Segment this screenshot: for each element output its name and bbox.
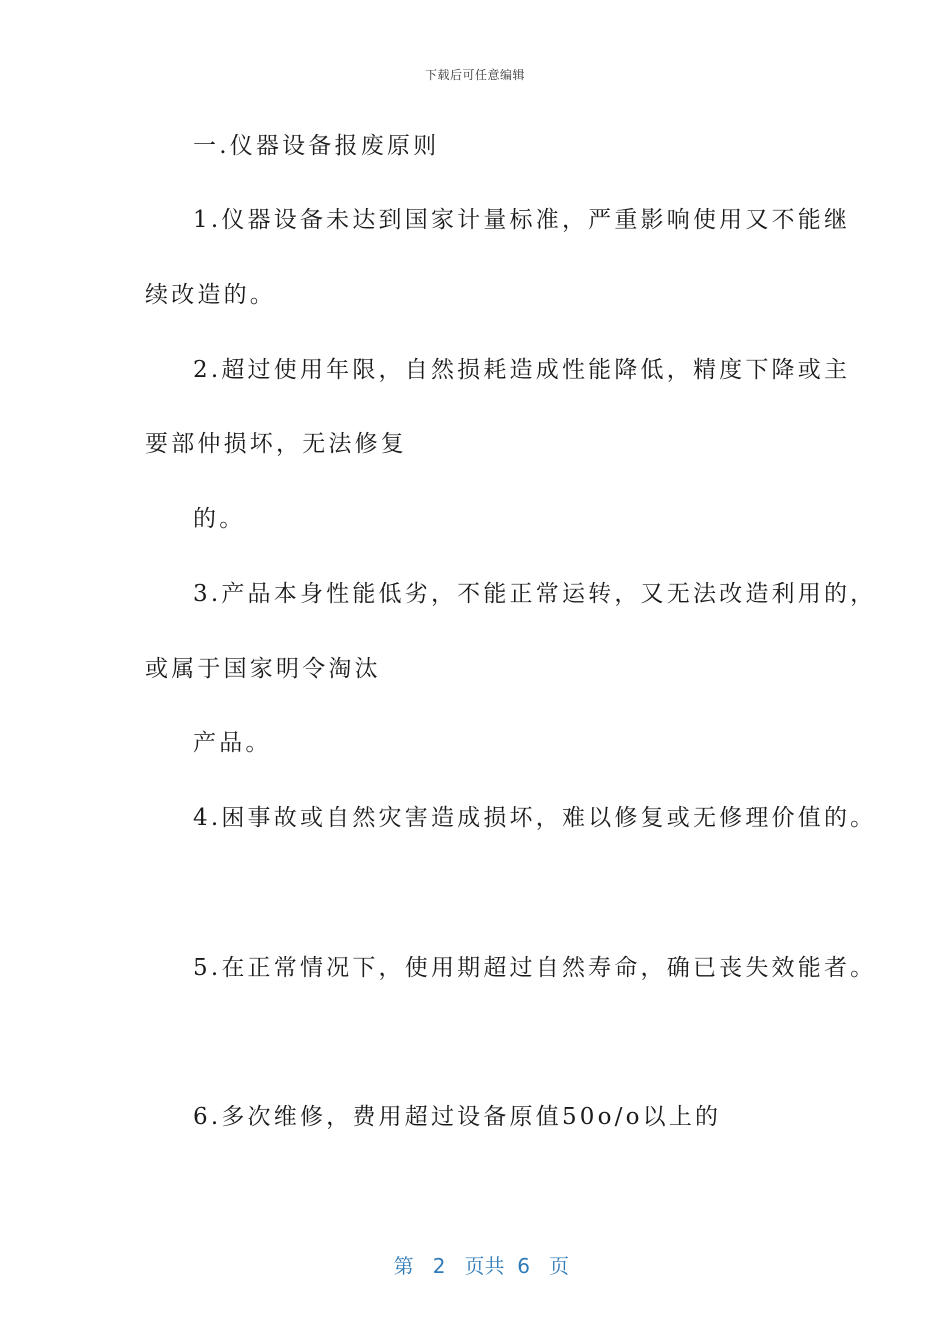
item-2-line-3: 的。: [193, 506, 246, 532]
footer-current-page: 2: [432, 1254, 446, 1278]
item-4: 4.困事故或自然灾害造成损坏，难以修复或无修理价值的。: [193, 805, 877, 831]
footer-prefix: 第: [393, 1254, 414, 1278]
item-1-line-1: 1.仪器设备未达到国家计量标准，严重影响使用又不能继: [193, 207, 851, 233]
item-5: 5.在正常情况下，使用期超过自然寿命，确已丧失效能者。: [193, 955, 877, 981]
item-2-line-1: 2.超过使用年限，自然损耗造成性能降低，精度下降或主: [193, 357, 851, 383]
footer-total-pages: 6: [517, 1254, 530, 1278]
item-3-line-3: 产品。: [193, 730, 272, 756]
item-3-line-1: 3.产品本身性能低劣，不能正常运转，又无法改造利用的，: [193, 581, 877, 607]
section-title: 一.仪器设备报废原则: [193, 133, 440, 159]
item-3-line-2: 或属于国家明令淘汰: [145, 656, 381, 682]
item-2-line-2: 要部仲损坏，无法修复: [145, 431, 407, 457]
item-1-line-2: 续改造的。: [145, 282, 276, 308]
footer-suffix: 页: [549, 1254, 570, 1278]
footer-middle: 页共: [464, 1254, 505, 1278]
header-note: 下载后可任意编辑: [424, 68, 525, 82]
item-6: 6.多次维修，费用超过设备原值50o/o以上的: [193, 1104, 722, 1130]
page-footer: [0, 1226, 950, 1279]
